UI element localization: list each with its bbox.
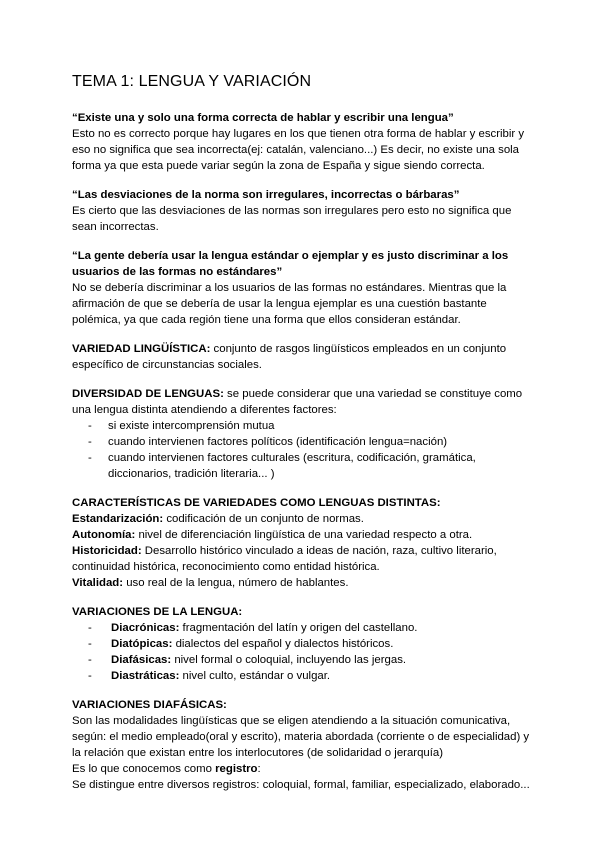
statement-3-quote: “La gente debería usar la lengua estándar o ejemplar y es justo discriminar a los usuarios de las formas no estándares” [72, 250, 509, 278]
list-item [72, 511, 530, 527]
item-definition: uso real de la lengua, número de hablantes. [123, 577, 349, 589]
statement-2-quote: “Las desviaciones de la norma son irregulares, incorrectas o bárbaras” [72, 189, 460, 201]
variedad-section [72, 341, 530, 373]
diversidad-term: DIVERSIDAD DE LENGUAS: [72, 388, 224, 400]
statement-1-answer: Esto no es correcto porque hay lugares en los que tienen otra forma de hablar y escribir y eso no significa que sea incorrecta(ej: catalán, valenciano...) Es decir, no existe una sola forma ya que esta puede variar según la zona de España y sigue siendo correcta. [72, 128, 525, 172]
statement-1-quote: “Existe una y solo una forma correcta de hablar y escribir una lengua” [72, 112, 454, 124]
registro-term: registro [215, 763, 258, 775]
list-item [72, 527, 530, 543]
list-item [72, 620, 530, 636]
list-item: - cuando intervienen factores políticos (identificación lengua=nación) [72, 434, 530, 450]
variedad-definition: conjunto de rasgos lingüísticos empleados en un conjunto específico de circunstancias sociales. [72, 343, 507, 371]
statement-1 [72, 110, 530, 174]
list-item: - cuando intervienen factores culturales (escritura, codificación, gramática, diccionarios, tradición literaria... ) [72, 450, 530, 482]
variaciones-section [72, 604, 530, 684]
diafasicas-heading: VARIACIONES DIAFÁSICAS: [72, 699, 227, 711]
item-term: Diatópicas: [111, 638, 173, 650]
list-item: - si existe intercomprensión mutua [72, 418, 530, 434]
item-term: Diafásicas: [111, 654, 172, 666]
statement-3-answer: No se debería discriminar a los usuarios de las formas no estándares. Mientras que la afirmación de que se debería de usar la lengua ejemplar es una cuestión bastante polémica, ya que cada región tiene una forma que ellos consideran estándar. [72, 282, 507, 326]
list-item [72, 636, 530, 652]
caracteristicas-section [72, 495, 530, 591]
registro-suffix: : [257, 763, 261, 775]
diafasicas-paragraph: Son las modalidades lingüísticas que se eligen atendiendo a la situación comunicativa, según: el medio empleado(oral y escrito), materia abordada (corriente o de especialidad) y la relación que existan entre los interlocutores (de solidaridad o jerarquía) [72, 715, 530, 759]
diafasicas-section [72, 697, 530, 793]
diversidad-section [72, 386, 530, 482]
page-title: TEMA 1: LENGUA Y VARIACIÓN [72, 73, 312, 90]
item-term: Estandarización: [72, 513, 164, 525]
item-definition: fragmentación del latín y origen del castellano. [179, 622, 418, 634]
item-term: Diacrónicas: [111, 622, 180, 634]
diversidad-definition: se puede considerar que una variedad se constituye como una lengua distinta atendiendo a diferentes factores: [72, 388, 523, 416]
item-term: Historicidad: [72, 545, 142, 557]
statement-3 [72, 248, 530, 328]
variaciones-list [72, 620, 530, 684]
list-item [72, 575, 530, 591]
list-item [72, 668, 530, 684]
registro-line [72, 761, 530, 777]
item-definition: codificación de un conjunto de normas. [163, 513, 364, 525]
diversidad-list [72, 418, 530, 482]
item-term: Autonomía: [72, 529, 136, 541]
list-item [72, 652, 530, 668]
item-definition: nivel formal o coloquial, incluyendo las jergas. [171, 654, 407, 666]
item-definition: nivel de diferenciación lingüística de una variedad respecto a otra. [135, 529, 473, 541]
variedad-term: VARIEDAD LINGÜÍSTICA: [72, 343, 211, 355]
item-definition: nivel culto, estándar o vulgar. [179, 670, 331, 682]
list-item [72, 543, 530, 575]
item-term: Vitalidad: [72, 577, 124, 589]
variaciones-heading: VARIACIONES DE LA LENGUA: [72, 606, 243, 618]
item-term: Diastráticas: [111, 670, 180, 682]
registro-prefix: Es lo que conocemos como [72, 763, 216, 775]
item-definition: dialectos del español y dialectos históricos. [172, 638, 394, 650]
statement-2-answer: Es cierto que las desviaciones de las normas son irregulares pero esto no significa que sean incorrectas. [72, 205, 512, 233]
statement-2 [72, 187, 530, 235]
item-definition: Desarrollo histórico vinculado a ideas de nación, raza, cultivo literario, continuidad histórica, reconocimiento como entidad histórica. [72, 545, 497, 573]
registros-line: Se distingue entre diversos registros: coloquial, formal, familiar, especializado, elaborado... [72, 779, 530, 791]
caracteristicas-heading: CARACTERÍSTICAS DE VARIEDADES COMO LENGUAS DISTINTAS: [72, 497, 441, 509]
